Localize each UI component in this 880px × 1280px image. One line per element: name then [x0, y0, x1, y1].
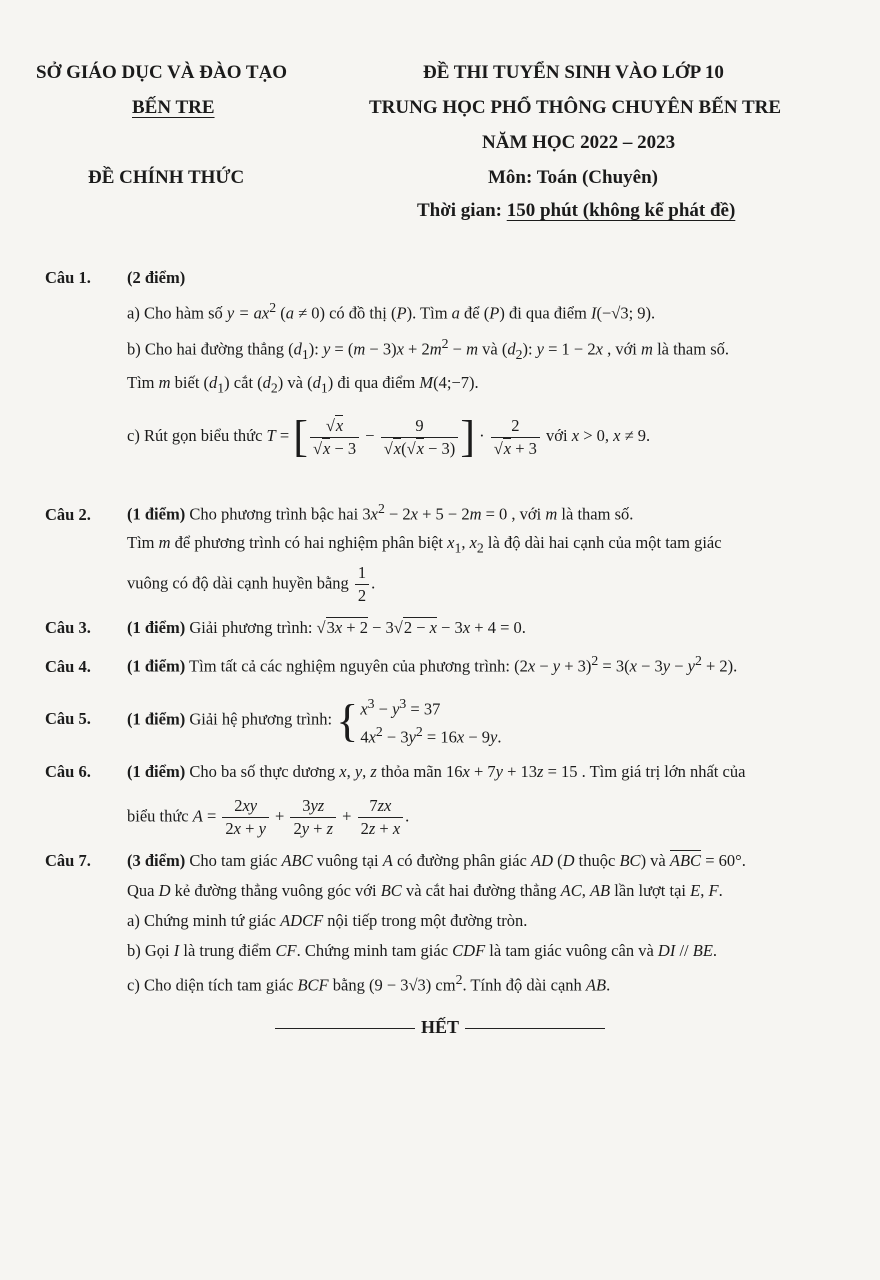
school-name: TRUNG HỌC PHỔ THÔNG CHUYÊN BẾN TRE — [369, 97, 782, 118]
question-7: Câu 7. (3 điểm) Cho tam giác ABC vuông tại A có đường phân giác AD (D thuộc BC) và ABC = 60°. — [45, 851, 746, 870]
exam-title: ĐỀ THI TUYỂN SINH VÀO LỚP 10 — [423, 62, 724, 83]
question-4: Câu 4. (1 điểm) Tìm tất cả các nghiệm nguyên của phương trình: $(2x - y + 3)^2 = 3(x - 3y - y^2 + 2)$. — [45, 653, 738, 676]
question-points: (1 điểm) — [127, 709, 186, 729]
question-1 — [45, 268, 185, 288]
question-label: Câu 7. — [45, 851, 91, 870]
question-5: Câu 5. (1 điểm) Giải hệ phương trình: { $x^3 - y^3 = 37$ $4x^2 - 3y^2 = 16x - 9y$. — [45, 694, 502, 746]
school-year: NĂM HỌC 2022 – 2023 — [482, 132, 676, 153]
question-label: Câu 3. — [45, 618, 91, 637]
question-7b: b) Gọi I là trung điểm CF. Chứng minh tam giác CDF là tam giác vuông cân và DI // BE. — [127, 941, 718, 960]
end-rule-right — [465, 1028, 605, 1029]
question-1c: c) Rút gọn biểu thức T = [ $\frac{√x}{√x - 3}$ − $\frac{9}{√x(√x - 3)}$ ] · $\frac{2}{√x + 3}$ với x > 0, x ≠ 9. — [127, 412, 651, 461]
question-label: Câu 6. — [45, 762, 91, 781]
department-name: SỞ GIÁO DỤC VÀ ĐÀO TẠO — [36, 62, 288, 83]
question-7a: a) Chứng minh tứ giác ADCF nội tiếp trong một đường tròn. — [127, 911, 528, 930]
time-allowed — [417, 200, 735, 222]
question-6-expr: biểu thức A = $\frac{2xy}{2x + y}$ + $\frac{3yz}{2y + z}$ + $\frac{7zx}{2z + x}$ . — [127, 796, 410, 838]
question-1a: a) Cho hàm số $y = ax^2$ (a ≠ 0) có đồ thị (P). Tìm a để (P) đi qua điểm I(−√3; 9). — [127, 300, 656, 323]
province-name: BẾN TRE — [132, 97, 215, 118]
end-rule-left — [275, 1028, 415, 1029]
question-label: Câu 2. — [45, 504, 91, 524]
question-1b-cont: Tìm m biết $(d_1)$ cắt $(d_2)$ và $(d_1)$ đi qua điểm M(4;−7). — [127, 373, 479, 396]
question-3: Câu 3. (1 điểm) Giải phương trình: √3x + 2 − 3√2 − x − 3x + 4 = 0. — [45, 618, 526, 637]
question-points: (1 điểm) — [127, 656, 186, 676]
end-text: HẾT — [420, 1017, 459, 1037]
question-points: (2 điểm) — [127, 268, 186, 287]
question-7-line2: Qua D kẻ đường thẳng vuông góc với BC và cắt hai đường thẳng AC, AB lần lượt tại E, F. — [127, 881, 723, 900]
question-2: Câu 2. (1 điểm) Cho phương trình bậc hai $3x^2 - 2x + 5 - 2m = 0$ , với m là tham số. — [45, 501, 634, 524]
question-label: Câu 5. — [45, 709, 91, 729]
question-points: (1 điểm) — [127, 504, 186, 524]
question-6: Câu 6. (1 điểm) Cho ba số thực dương x, y, z thỏa mãn 16x + 7y + 13z = 15 . Tìm giá trị lớn nhất của — [45, 762, 746, 781]
question-points: (1 điểm) — [127, 762, 186, 781]
question-1b: b) Cho hai đường thẳng $(d_1)$: $y = (m - 3)x + 2m^2 - m$ và $(d_2)$: y = 1 − 2x , với m là tham số. — [127, 336, 730, 362]
official-label: ĐỀ CHÍNH THỨC — [88, 167, 245, 188]
question-2-line2: Tìm m để phương trình có hai nghiệm phân biệt $x_1$, $x_2$ là độ dài hai cạnh của một tam giác — [127, 533, 722, 556]
question-7c: c) Cho diện tích tam giác BCF bằng (9 − 3√3) $cm^2$. Tính độ dài cạnh AB. — [127, 972, 611, 995]
question-2-line3: vuông có độ dài cạnh huyền bằng $\frac{1}{2}$ . — [127, 563, 376, 605]
time-value: 150 phút (không kể phát đề) — [506, 200, 736, 221]
subject: Môn: Toán (Chuyên) — [488, 167, 658, 188]
time-label: Thời gian: — [417, 200, 502, 221]
question-points: (1 điểm) — [127, 618, 186, 637]
end-marker — [0, 1017, 880, 1038]
question-label: Câu 4. — [45, 656, 91, 676]
question-points: (3 điểm) — [127, 851, 186, 870]
question-label: Câu 1. — [45, 268, 91, 287]
